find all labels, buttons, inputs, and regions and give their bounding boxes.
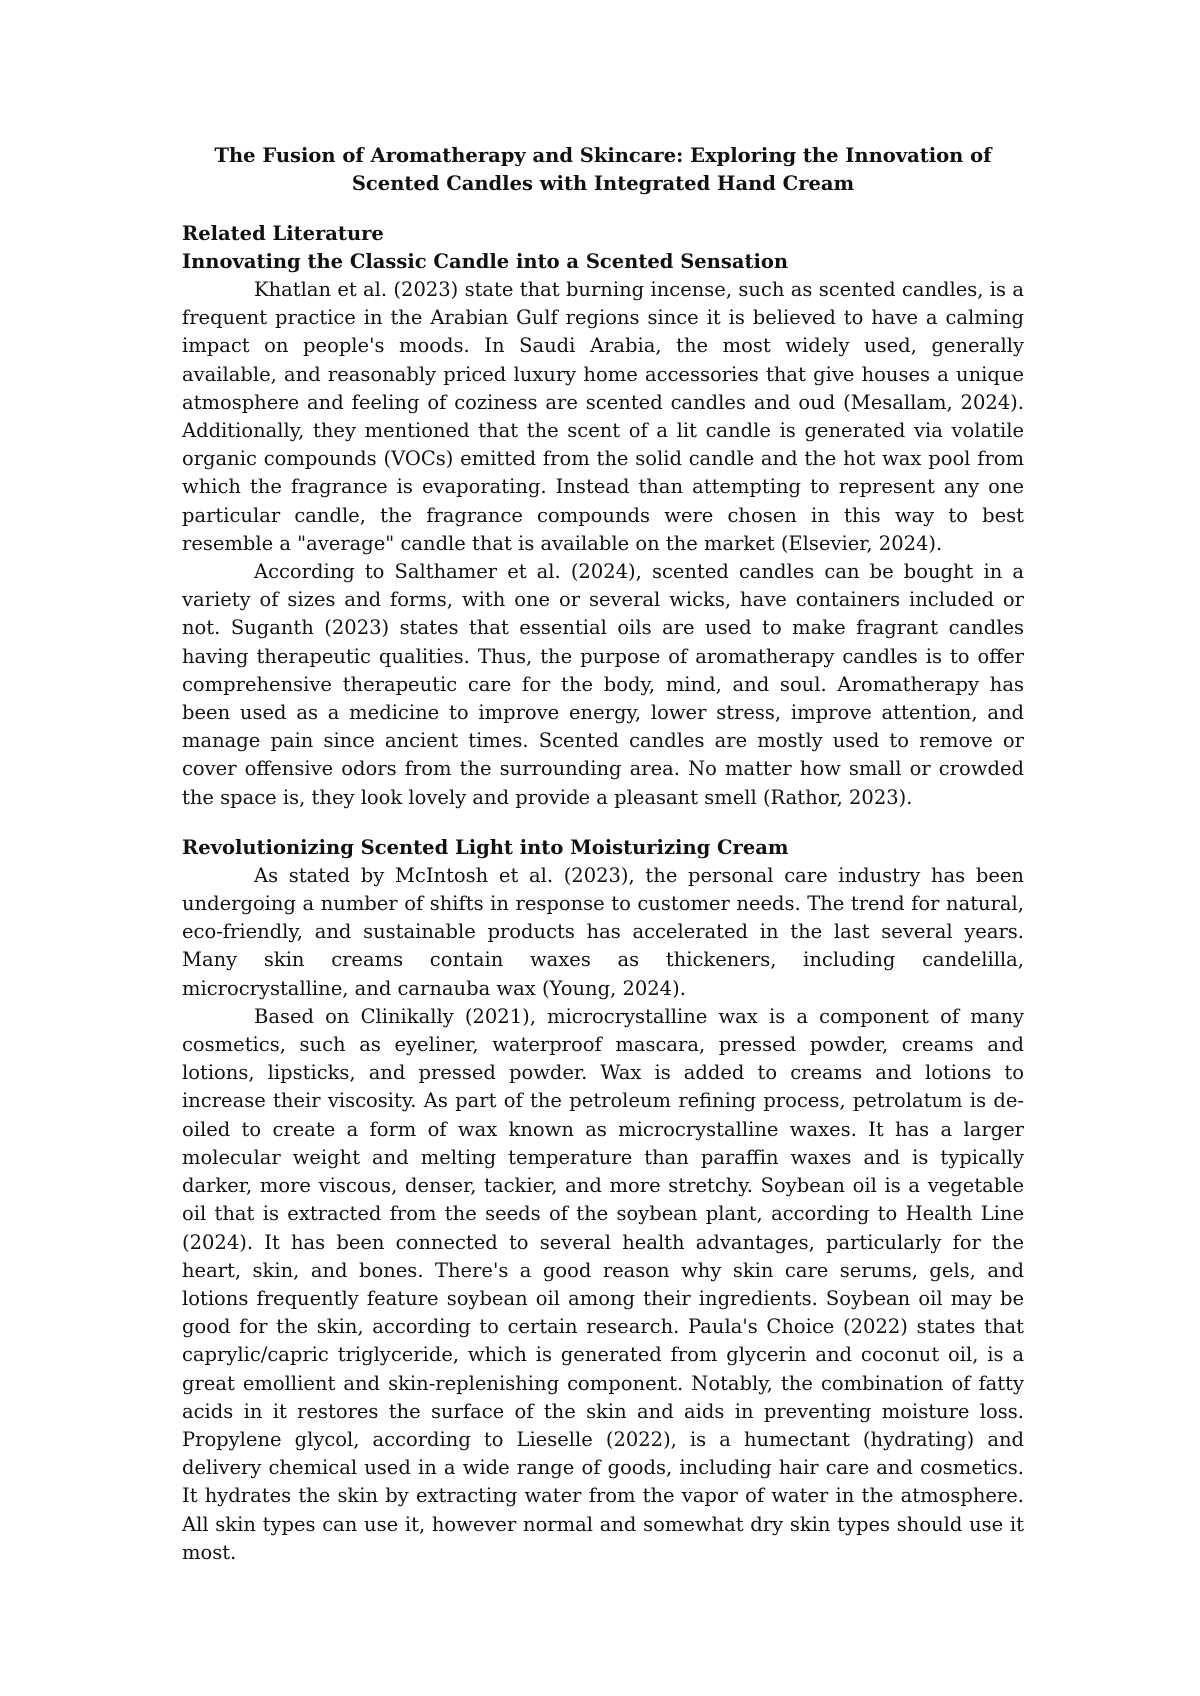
section-heading: Related Literature bbox=[182, 222, 384, 245]
section-spacer bbox=[182, 812, 1024, 834]
subsection-heading-1: Innovating the Classic Candle into a Scented Sensation bbox=[182, 250, 789, 273]
document-page bbox=[182, 142, 1024, 1567]
paragraph: As stated by McIntosh et al. (2023), the personal care industry has been undergoing a number of shifts in response to customer needs. The trend for natural, eco-friendly, and sustainable products has accelerated in the last several years. Many skin creams contain waxes as thickeners, including candelilla, microcrystalline, and carnauba wax (Young, 2024). bbox=[182, 863, 1024, 1000]
document-title: The Fusion of Aromatherapy and Skincare: Exploring the Innovation of Scented Candles with Integrated Hand Cream bbox=[214, 144, 992, 195]
subsection-heading-2: Revolutionizing Scented Light into Moisturizing Cream bbox=[182, 835, 789, 859]
paragraph: Based on Clinikally (2021), microcrystalline wax is a component of many cosmetics, such as eyeliner, waterproof mascara, pressed powder, creams and lotions, lipsticks, and pressed powder. Wax is added to creams and lotions to increase their viscosity. As part of the petroleum refining process, petrolatum is de-oiled to create a form of wax known as microcrystalline waxes. It has a larger molecular weight and melting temperature than paraffin waxes and is typically darker, more viscous, denser, tackier, and more stretchy. Soybean oil is a vegetable oil that is extracted from the seeds of the soybean plant, according to Health Line (2024). It has been connected to several health advantages, particularly for the heart, skin, and bones. There's a good reason why skin care serums, gels, and lotions frequently feature soybean oil among their ingredients. Soybean oil may be good for the skin, according to certain research. Paula's Choice (2022) states that caprylic/capric triglyceride, which is generated from glycerin and coconut oil, is a great emollient and skin-replenishing component. Notably, the combination of fatty acids in it restores the surface of the skin and aids in preventing moisture loss. Propylene glycol, according to Lieselle (2022), is a humectant (hydrating) and delivery chemical used in a wide range of goods, including hair care and cosmetics. It hydrates the skin by extracting water from the vapor of water in the atmosphere. All skin types can use it, however normal and somewhat dry skin types should use it most. bbox=[182, 1004, 1024, 1564]
paragraph: Khatlan et al. (2023) state that burning incense, such as scented candles, is a frequent practice in the Arabian Gulf regions since it is believed to have a calming impact on people's moods. In Saudi Arabia, the most widely used, generally available, and reasonably priced luxury home accessories that give houses a unique atmosphere and feeling of coziness are scented candles and oud (Mesallam, 2024). Additionally, they mentioned that the scent of a lit candle is generated via volatile organic compounds (VOCs) emitted from the solid candle and the hot wax pool from which the fragrance is evaporating. Instead than attempting to represent any one particular candle, the fragrance compounds were chosen in this way to best resemble a "average" candle that is available on the market (Elsevier, 2024). bbox=[182, 278, 1024, 555]
paragraph: According to Salthamer et al. (2024), scented candles can be bought in a variety of sizes and forms, with one or several wicks, have containers included or not. Suganth (2023) states that essential oils are used to make fragrant candles having therapeutic qualities. Thus, the purpose of aromatherapy candles is to offer comprehensive therapeutic care for the body, mind, and soul. Aromatherapy has been used as a medicine to improve energy, lower stress, improve attention, and manage pain since ancient times. Scented candles are mostly used to remove or cover offensive odors from the surrounding area. No matter how small or crowded the space is, they look lovely and provide a pleasant smell (Rathor, 2023). bbox=[182, 560, 1024, 809]
